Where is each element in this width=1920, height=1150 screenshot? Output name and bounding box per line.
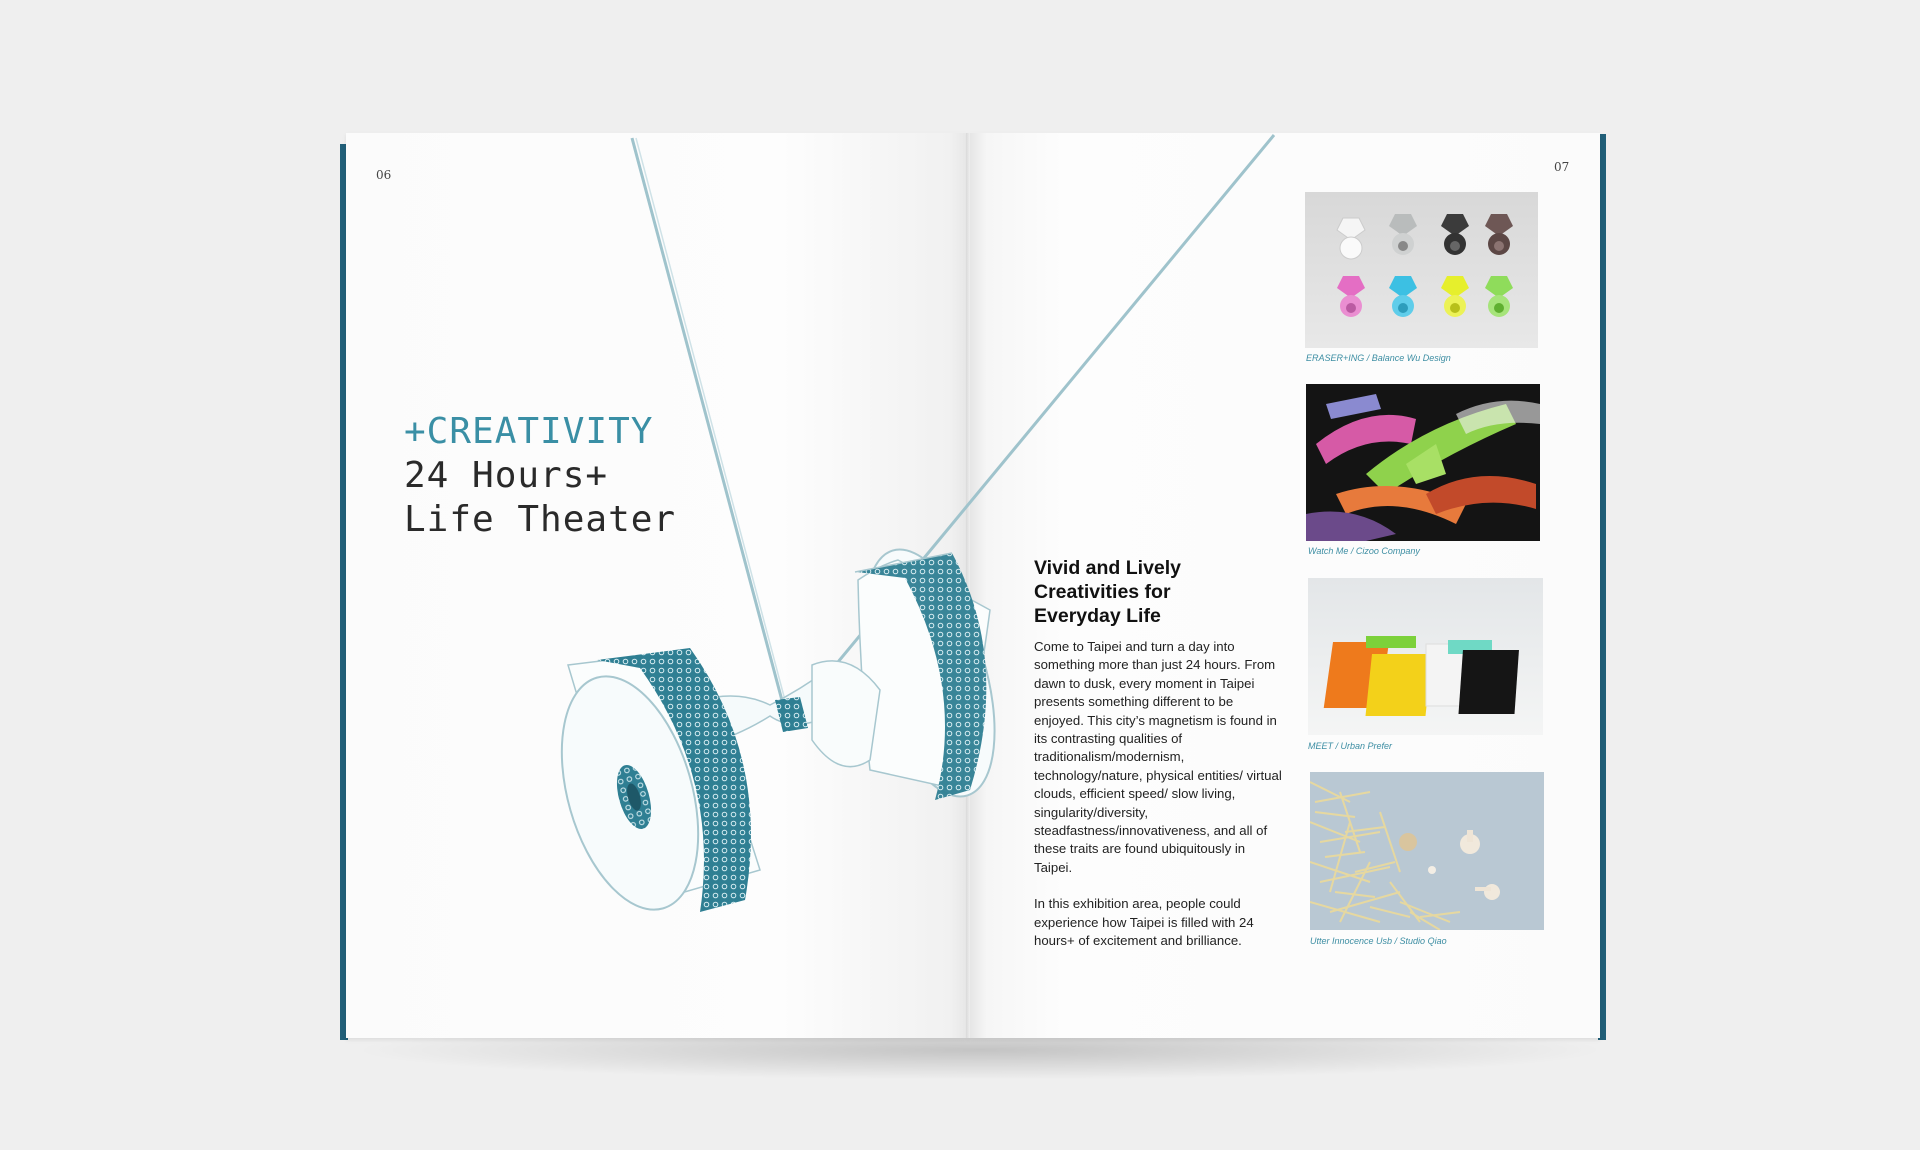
headline — [404, 410, 676, 542]
caption-photo-3: MEET / Urban Prefer — [1308, 741, 1393, 751]
headline-line-creativity: +CREATIVITY — [404, 411, 654, 452]
caption-photo-1: ERASER+ING / Balance Wu Design — [1306, 353, 1451, 363]
article-title — [1034, 556, 1284, 628]
ring-row-top — [1337, 214, 1513, 259]
headline-line-theater: Life Theater — [404, 499, 677, 540]
page-number-left: 06 — [376, 168, 392, 182]
caption-photo-2: Watch Me / Cizoo Company — [1308, 546, 1420, 556]
photo-color-blocks — [1308, 578, 1543, 735]
article — [1034, 556, 1284, 969]
photo-eraser-rings — [1305, 192, 1538, 348]
page-number-right: 07 — [1554, 160, 1570, 174]
photo-watch-bands — [1306, 384, 1540, 541]
caption-photo-4: Utter Innocence Usb / Studio Qiao — [1310, 936, 1447, 946]
headline-line-hours: 24 Hours+ — [404, 455, 609, 496]
ring-row-bottom — [1337, 276, 1513, 317]
article-title-line1: Vivid and Lively — [1034, 557, 1182, 579]
article-title-line3: Everyday Life — [1034, 605, 1161, 627]
diabolo-wheel-near — [537, 648, 760, 925]
diabolo-wheel-far — [840, 535, 1020, 812]
article-title-line2: Creativities for — [1034, 581, 1171, 603]
photo-usb-straw — [1310, 772, 1544, 930]
article-paragraph-1: Come to Taipei and turn a day into something more than just 24 hours. From dawn to dusk, every moment in Taipei presents something different to be enjoyed. This city’s magnetism is found in its contrasting qualities of traditionalism/modernism, technology/nature, physical entities/ virtual clouds, efficient speed/ slow living, singularity/diversity, steadfastness/innovativeness, and all of these traits are found ubiquitously in Taipei. — [1034, 639, 1282, 875]
article-paragraph-2: In this exhibition area, people could experience how Taipei is filled with 24 hours+ of excitement and brilliance. — [1034, 896, 1254, 949]
